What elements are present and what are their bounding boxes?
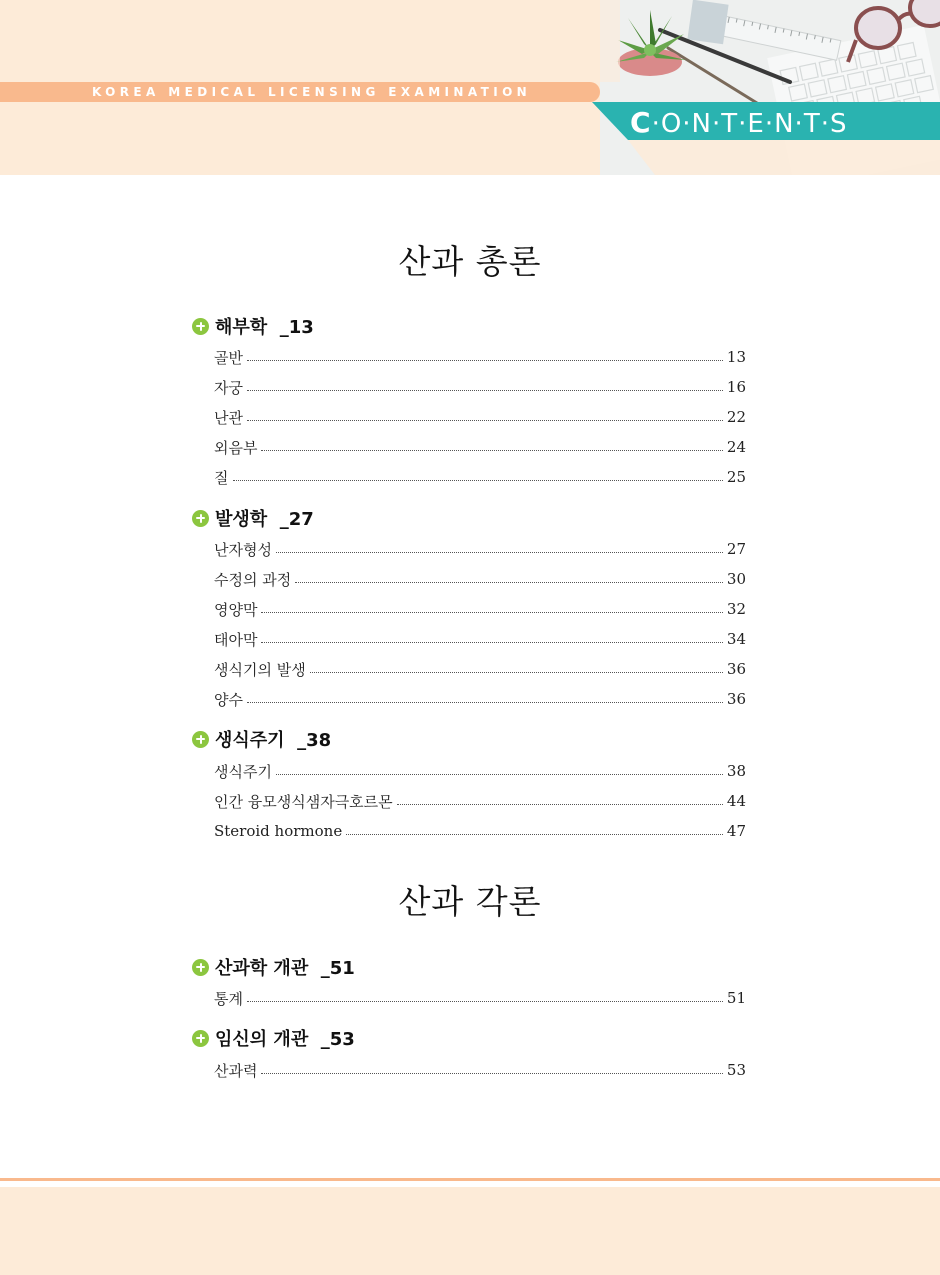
toc-entry-label: 생식기의 발생 (214, 660, 306, 679)
plus-circle-icon (192, 959, 209, 976)
toc-entry-label: 영양막 (214, 600, 258, 619)
section-title: 산과 각론 (398, 882, 542, 921)
toc-entry-page: 44 (726, 792, 746, 810)
toc-entry-page: 53 (726, 1061, 746, 1079)
toc-entry-label: 통계 (214, 989, 243, 1008)
contents-heading-rest: ·O·N·T·E·N·T·S (651, 109, 848, 139)
dot-leader (261, 641, 722, 643)
toc-entry[interactable] (214, 598, 746, 620)
dot-leader (295, 581, 723, 583)
toc-entry[interactable] (214, 568, 746, 590)
toc-entry[interactable] (214, 760, 746, 782)
dot-leader (346, 833, 723, 835)
chapter-heading[interactable] (192, 505, 314, 531)
toc-entry[interactable] (214, 466, 746, 488)
toc-entry-page: 36 (726, 660, 746, 678)
toc-entry[interactable] (214, 1059, 746, 1081)
contents-heading (630, 103, 847, 143)
toc-entry[interactable] (214, 346, 746, 368)
toc-entry-label: 인간 융모생식샘자극호르몬 (214, 792, 393, 811)
toc-entry-label: 골반 (214, 348, 243, 367)
toc-entry[interactable] (214, 820, 746, 842)
chapter-heading[interactable] (192, 1025, 355, 1051)
dot-leader (247, 419, 723, 421)
chapter-title: 발생학 _27 (215, 509, 314, 530)
toc-entry[interactable] (214, 406, 746, 428)
toc-entry[interactable] (214, 436, 746, 458)
toc-entry-page: 30 (726, 570, 746, 588)
footer-divider (0, 1178, 940, 1181)
page-header (0, 0, 940, 175)
chapter-heading[interactable] (192, 313, 314, 339)
toc-entry-page: 22 (726, 408, 746, 426)
toc-entry-label: 산과력 (214, 1061, 258, 1080)
dot-leader (247, 389, 723, 391)
toc-entry-page: 32 (726, 600, 746, 618)
toc-entry-label: 수정의 과정 (214, 570, 292, 589)
toc-entry-page: 27 (726, 540, 746, 558)
dot-leader (247, 359, 723, 361)
chapter-title: 임신의 개관 _53 (215, 1029, 355, 1050)
dot-leader (247, 1000, 723, 1002)
dot-leader (233, 479, 723, 481)
page-footer (0, 1187, 940, 1275)
section-title: 산과 총론 (398, 242, 542, 281)
dot-leader (261, 1072, 722, 1074)
plus-circle-icon (192, 318, 209, 335)
toc-entry-page: 24 (726, 438, 746, 456)
toc-entry-label: 생식주기 (214, 762, 272, 781)
toc-entry-page: 38 (726, 762, 746, 780)
dot-leader (247, 701, 723, 703)
toc-entry-label: 외음부 (214, 438, 258, 457)
toc-entry[interactable] (214, 376, 746, 398)
notebook-illustration (687, 0, 728, 44)
exam-banner-text: KOREA MEDICAL LICENSING EXAMINATION (92, 85, 532, 99)
plus-circle-icon (192, 1030, 209, 1047)
toc-entry[interactable] (214, 688, 746, 710)
toc-entry-label: 양수 (214, 690, 243, 709)
plus-circle-icon (192, 510, 209, 527)
dot-leader (261, 449, 722, 451)
toc-entry-label: 태아막 (214, 630, 258, 649)
toc-entry-page: 13 (726, 348, 746, 366)
chapter-title: 산과학 개관 _51 (215, 958, 355, 979)
toc-entry[interactable] (214, 538, 746, 560)
toc-entry-label: Steroid hormone (214, 822, 343, 840)
toc-entry-page: 47 (726, 822, 746, 840)
chapter-heading[interactable] (192, 726, 331, 752)
dot-leader (276, 773, 723, 775)
toc-entry-page: 51 (726, 989, 746, 1007)
toc-entry-page: 36 (726, 690, 746, 708)
toc-entry-label: 난관 (214, 408, 243, 427)
toc-entry[interactable] (214, 628, 746, 650)
chapter-heading[interactable] (192, 954, 355, 980)
dot-leader (397, 803, 723, 805)
toc-entry[interactable] (214, 987, 746, 1009)
dot-leader (276, 551, 723, 553)
toc-entry[interactable] (214, 790, 746, 812)
dot-leader (261, 611, 722, 613)
dot-leader (310, 671, 723, 673)
toc-entry-label: 난자형성 (214, 540, 272, 559)
plus-circle-icon (192, 731, 209, 748)
contents-heading-first: C (630, 106, 652, 139)
toc-entry-label: 자궁 (214, 378, 243, 397)
chapter-title: 생식주기 _38 (215, 730, 332, 751)
toc-entry-page: 16 (726, 378, 746, 396)
chapter-title: 해부학 _13 (215, 317, 314, 338)
toc-entry-page: 25 (726, 468, 746, 486)
toc-entry[interactable] (214, 658, 746, 680)
toc-entry-label: 질 (214, 468, 229, 487)
toc-entry-page: 34 (726, 630, 746, 648)
